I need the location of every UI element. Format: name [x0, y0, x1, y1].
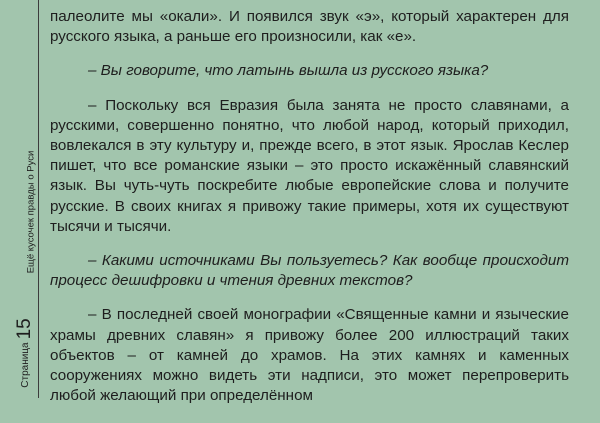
interview-answer: – Поскольку вся Евразия была занята не просто славянами, а русскими, совершенно понятно, что любой народ, который приходил, вовлекался в эту культуру и, прежде всего, в этот язык. Ярослав Кеслер пишет, что все романские языки – это просто искажённый славянский язык. Вы чуть-чуть поскребите любые европейские слова и получите русские. В своих книгах я привожу такие примеры, хотя их существуют тысячи и тысячи. [50, 96, 569, 235]
page-number: 15 [14, 318, 35, 340]
running-title: Ещё кусочек правды о Руси [25, 150, 37, 274]
paragraph-continuation: палеолите мы «окали». И появился звук «э», который характерен для русского языка, а раньше его произносили, как «е». [50, 8, 569, 46]
interview-question: – Вы говорите, что латынь вышла из русского языка? [88, 62, 489, 80]
interview-answer: – В последней своей монографии «Священные камни и языческие храмы древних славян» я привожу более 200 иллюстраций таких объектов – от камней до храмов. На этих камнях и каменных сооружениях можно видеть эти надписи, это может перепроверить любой желающий при определённом [50, 306, 569, 405]
margin-rule [38, 0, 39, 398]
page-margin [0, 0, 44, 423]
page-number-label [14, 318, 36, 387]
page-body [50, 7, 569, 420]
interview-question: – Какими источниками Вы пользуетесь? Как вообще происходит процесс дешифровки и чтения древних текстов? [50, 252, 569, 290]
page-label: Страница [20, 342, 31, 388]
